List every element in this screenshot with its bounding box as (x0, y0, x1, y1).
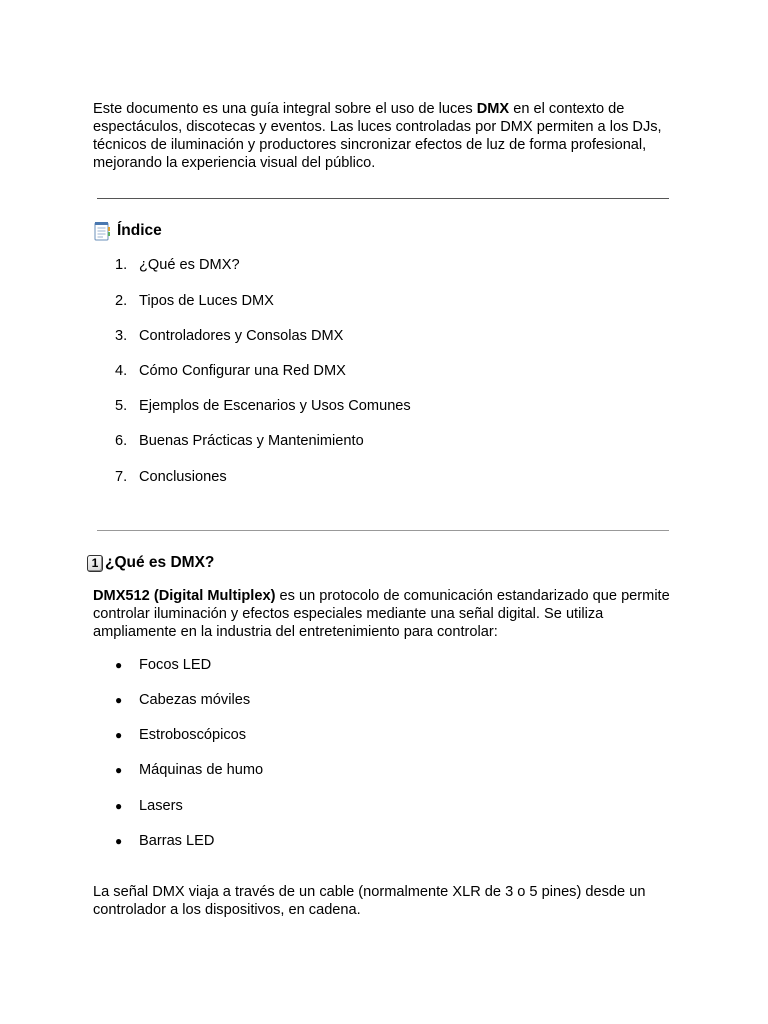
toc-item-number: 3. (115, 328, 128, 344)
toc-item-number: 7. (115, 469, 128, 485)
closing-paragraph: La señal DMX viaja a través de un cable (normalmente XLR de 3 o 5 pines) desde un controlador a los dispositivos, en cadena. (93, 884, 646, 918)
index-title: Índice (117, 222, 162, 239)
divider-top (97, 198, 669, 199)
notepad-icon (93, 221, 111, 241)
section-title: ¿Qué es DMX? (105, 554, 215, 571)
intro-text-after: en el contexto de espectáculos, discotecas y eventos. Las luces controladas por DMX permiten a los DJs, técnicos de iluminación y productores sincronizar efectos de luz de forma profesional, mejorando la experiencia visual del público. (93, 101, 662, 171)
list-item-label: Focos LED (139, 657, 212, 673)
intro-paragraph (93, 100, 678, 172)
toc-item-label: Tipos de Luces DMX (139, 293, 274, 309)
toc-item-number: 6. (115, 433, 128, 449)
index-heading (93, 221, 162, 241)
list-item-label: Cabezas móviles (139, 692, 251, 708)
toc-item-number: 5. (115, 398, 128, 414)
list-item-label: Lasers (139, 798, 183, 814)
toc-item-label: ¿Qué es DMX? (139, 257, 240, 273)
toc-item-label: Conclusiones (139, 469, 227, 485)
definition-paragraph (93, 587, 683, 641)
intro-bold-dmx: DMX (476, 101, 510, 117)
bullet-marker: ● (115, 799, 123, 813)
keycap-one-icon: 1 (87, 555, 103, 572)
section-heading-que-es-dmx (87, 553, 214, 573)
toc-item-number: 2. (115, 293, 128, 309)
list-item-label: Máquinas de humo (139, 762, 264, 778)
list-item-label: Estroboscópicos (139, 727, 247, 743)
intro-text-before: Este documento es una guía integral sobre el uso de luces (93, 101, 477, 117)
toc-item-number: 4. (115, 363, 128, 379)
toc-item-label: Controladores y Consolas DMX (139, 328, 344, 344)
bullet-marker: ● (115, 728, 123, 742)
bullet-marker: ● (115, 763, 123, 777)
toc-item-label: Ejemplos de Escenarios y Usos Comunes (139, 398, 411, 414)
definition-text: es un protocolo de comunicación estandarizado que permite controlar iluminación y efectos especiales mediante una señal digital. Se utiliza ampliamente en la industria del entretenimiento para controlar: (93, 588, 670, 640)
divider-section (97, 530, 669, 531)
list-item-label: Barras LED (139, 833, 215, 849)
definition-bold: DMX512 (Digital Multiplex) (93, 588, 276, 604)
toc-item-label: Cómo Configurar una Red DMX (139, 363, 346, 379)
toc-item-number: 1. (115, 257, 128, 273)
bullet-marker: ● (115, 834, 123, 848)
bullet-marker: ● (115, 658, 123, 672)
bullet-marker: ● (115, 693, 123, 707)
toc-item-label: Buenas Prácticas y Mantenimiento (139, 433, 364, 449)
